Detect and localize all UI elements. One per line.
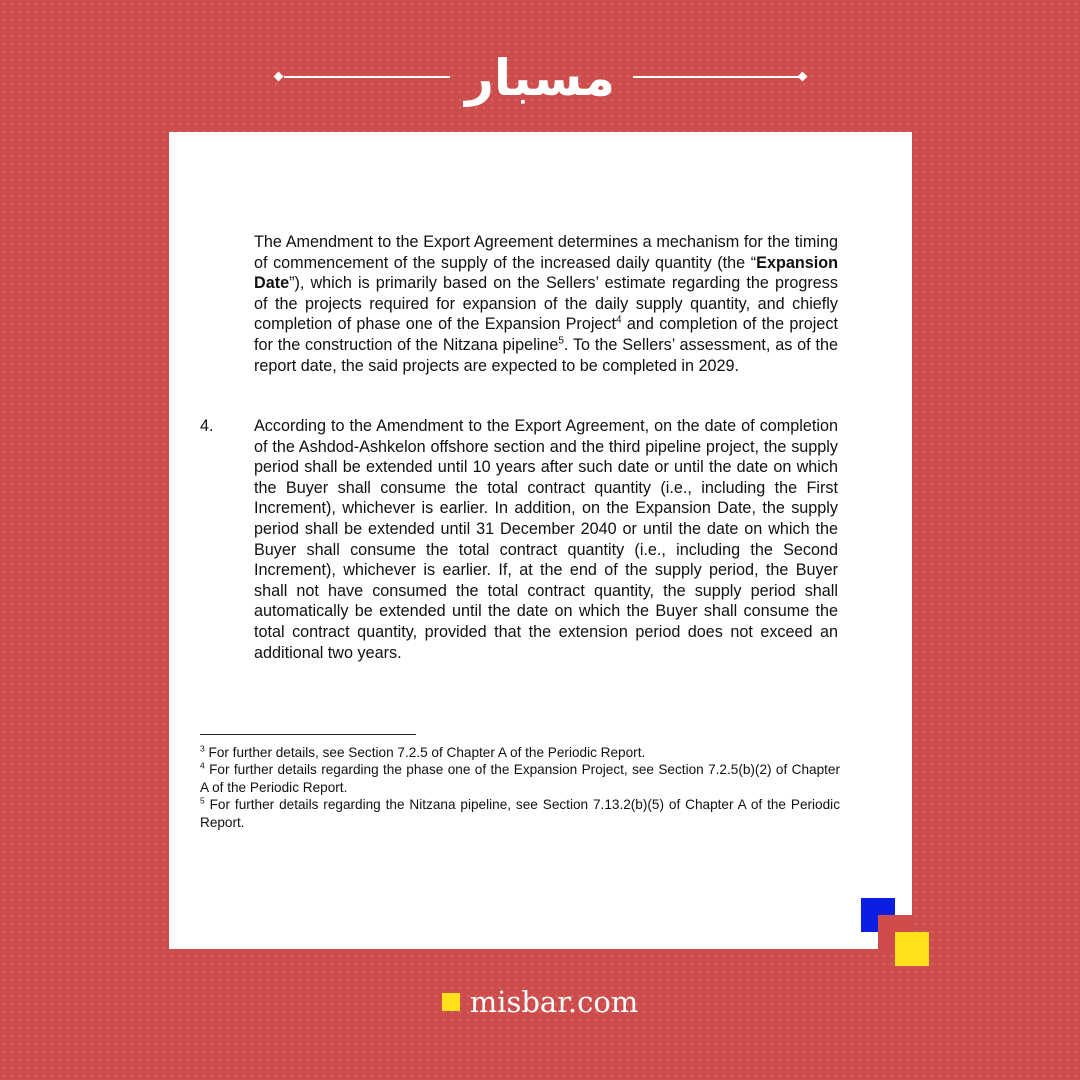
footnote-mark: 5 (200, 795, 205, 806)
header-line-left (284, 76, 450, 78)
header-line-right (633, 76, 799, 78)
site-url: misbar.com (469, 985, 639, 1019)
footnote-text: For further details regarding the phase one of the Expansion Project, see Section 7.2.5(b)(2) of Chapter A of the Periodic Report. (200, 762, 840, 795)
footnote-4 (200, 761, 840, 796)
footnote-3 (200, 744, 840, 761)
expansion-date-term: Expansion Date (254, 253, 838, 293)
paragraph-1-text-d: . To the Sellers’ assessment, as of the report date, the said projects are expected to be completed in 2029. (254, 335, 838, 375)
paragraph-1-text-c: and completion of the project for the construction of the Nitzana pipeline (254, 315, 838, 354)
footnote-ref-5: 5 (558, 335, 564, 347)
footnote-mark: 3 (200, 743, 205, 754)
document-paragraph-1 (254, 232, 838, 376)
footnote-mark: 4 (200, 760, 205, 771)
footer-brand (442, 984, 639, 1026)
paragraph-4-text: According to the Amendment to the Export Agreement, on the date of completion of the Ashdod-Ashkelon offshore section and the third pipeline project, the supply period shall be extended until 10 years after such date or until the date on which the Buyer shall consume the total contract quantity (i.e., including the First Increment), whichever is earlier. In addition, on the Expansion Date, the supply period shall be extended until 31 December 2040 or until the date on which the Buyer shall consume the total contract quantity (i.e., including the Second Increment), whichever is earlier. If, at the end of the supply period, the Buyer shall not have consumed the total contract quantity, the supply period shall automatically be extended until the date on which the Buyer shall consume the total contract quantity, provided that the extension period does not exceed an additional two years. (254, 417, 838, 662)
misbar-logo-arabic: مسبار (465, 49, 615, 107)
footer (0, 984, 1080, 1020)
header (0, 46, 1080, 110)
document-card (169, 132, 912, 949)
header-diamond-left (274, 72, 284, 82)
footnote-5 (200, 796, 840, 831)
footnote-text: For further details, see Section 7.2.5 of Chapter A of the Periodic Report. (204, 745, 646, 760)
paragraph-1-text-a: The Amendment to the Export Agreement determines a mechanism for the timing of commencement of the supply of the increased daily quantity (the “ (254, 233, 838, 272)
decor-overlap-square (878, 932, 895, 949)
footnote-text: For further details regarding the Nitzana pipeline, see Section 7.13.2(b)(5) of Chapter A of the Periodic Report. (200, 797, 840, 830)
header-diamond-right (798, 72, 808, 82)
footnote-ref-4: 4 (616, 314, 622, 326)
yellow-square-icon (442, 993, 460, 1011)
footnote-divider (200, 734, 416, 735)
paragraph-1-text-b: ”), which is primarily based on the Sellers’ estimate regarding the progress of the projects required for expansion of the daily supply quantity, and chiefly completion of phase one of the Expansion Project (254, 274, 838, 334)
footnotes (200, 744, 840, 831)
paragraph-number: 4. (200, 417, 214, 435)
decor-yellow-square (895, 932, 929, 966)
